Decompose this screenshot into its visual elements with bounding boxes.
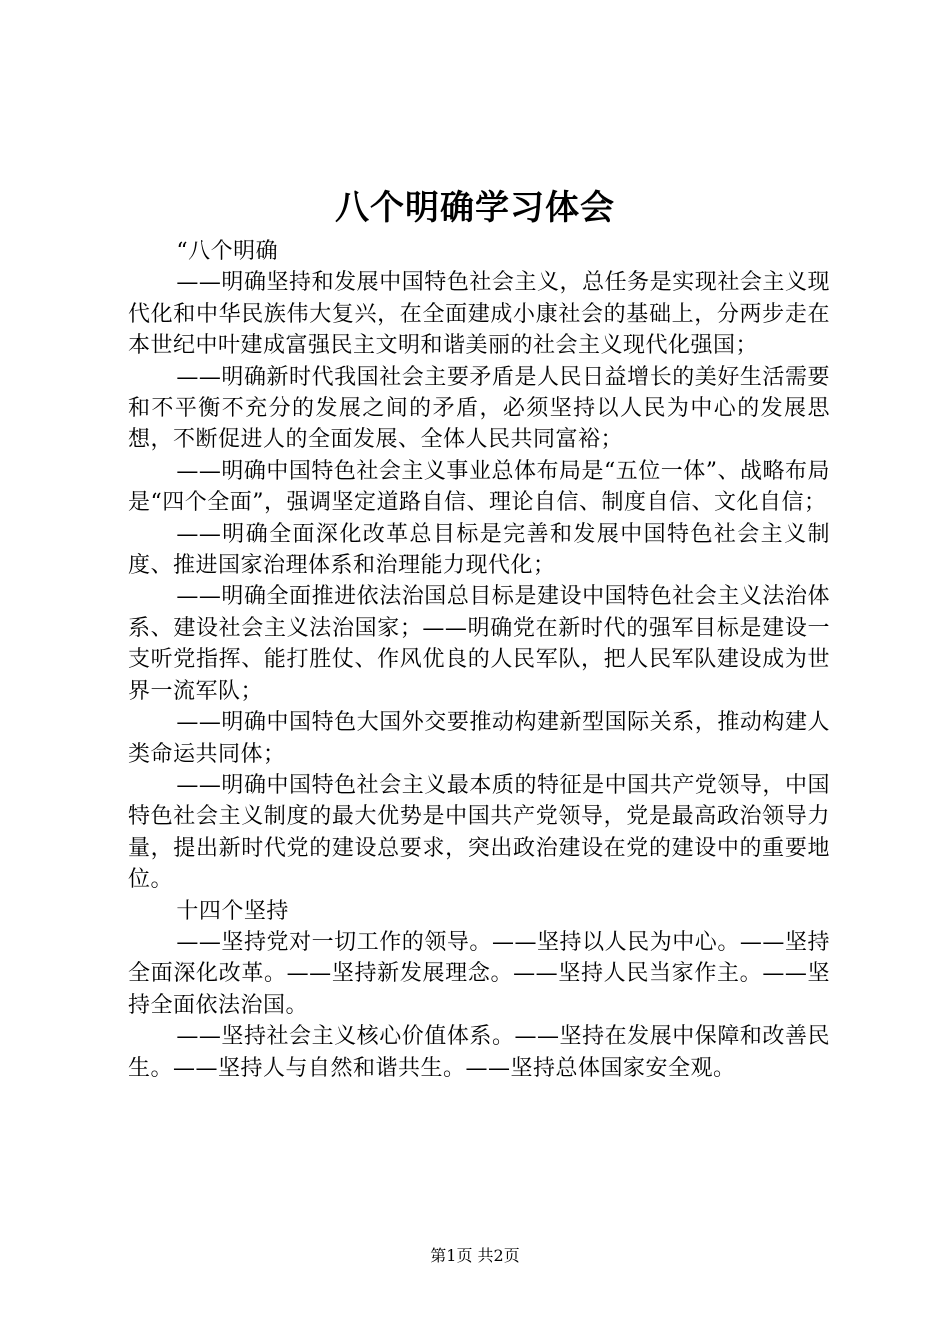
paragraph: ——明确新时代我国社会主要矛盾是人民日益增长的美好生活需要和不平衡不充分的发展之间的矛盾，必须坚持以人民为中心的发展思想，不断促进人的全面发展、全体人民共同富裕； (128, 364, 830, 453)
paragraph: ——坚持社会主义核心价值体系。——坚持在发展中保障和改善民生。——坚持人与自然和谐共生。——坚持总体国家安全观。 (128, 1024, 830, 1081)
paragraph: ——明确坚持和发展中国特色社会主义，总任务是实现社会主义现代化和中华民族伟大复兴，在全面建成小康社会的基础上，分两步走在本世纪中叶建成富强民主文明和谐美丽的社会主义现代化强国； (128, 270, 830, 359)
paragraph: ——明确全面深化改革总目标是完善和发展中国特色社会主义制度、推进国家治理体系和治理能力现代化； (128, 521, 830, 579)
document-title: 八个明确学习体会 (335, 188, 615, 228)
document-body (128, 236, 830, 1084)
paragraph-eight-clarifications-heading: “八个明确 (176, 239, 279, 264)
paragraph-fourteen-adherences-heading: 十四个坚持 (176, 898, 289, 924)
paragraph: ——明确中国特色社会主义事业总体布局是“五位一体”、战略布局是“四个全面”，强调坚定道路自信、理论自信、制度自信、文化自信； (128, 458, 830, 516)
page-number-footer: 第1页 共2页 (430, 1246, 520, 1265)
paragraph: ——明确中国特色社会主义最本质的特征是中国共产党领导，中国特色社会主义制度的最大优势是中国共产党领导，党是最高政治领导力量，提出新时代党的建设总要求，突出政治建设在党的建设中的重要地位。 (128, 772, 830, 893)
paragraph: ——坚持党对一切工作的领导。——坚持以人民为中心。——坚持全面深化改革。——坚持新发展理念。——坚持人民当家作主。——坚持全面依法治国。 (128, 929, 830, 1018)
paragraph: ——明确全面推进依法治国总目标是建设中国特色社会主义法治体系、建设社会主义法治国家；——明确党在新时代的强军目标是建设一支听党指挥、能打胜仗、作风优良的人民军队，把人民军队建设成为世界一流军队； (128, 584, 830, 704)
paragraph: ——明确中国特色大国外交要推动构建新型国际关系，推动构建人类命运共同体； (128, 710, 830, 767)
